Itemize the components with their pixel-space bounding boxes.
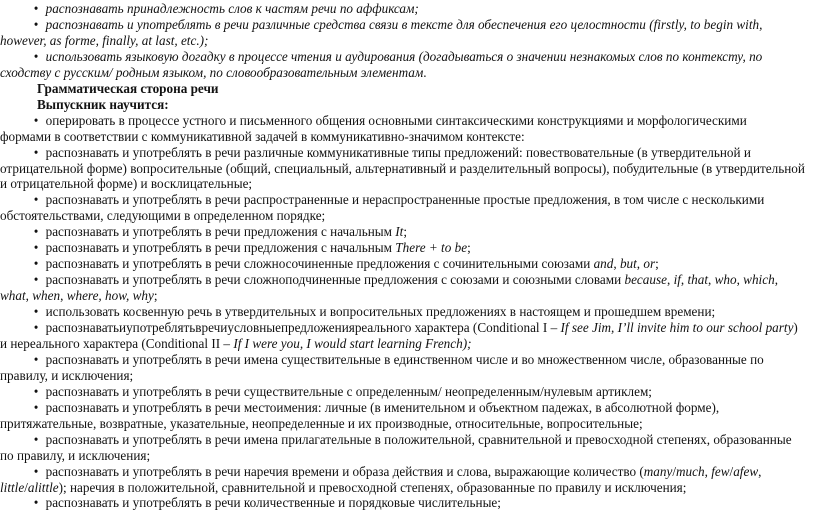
text-segment: If see Jim, I’ll invite him to our school party — [560, 320, 794, 335]
text-segment: but — [619, 256, 637, 272]
text-segment: , — [736, 272, 744, 288]
bullet-icon: • — [33, 192, 39, 208]
text-segment: распознавать и употреблять в речи существительные с определенным/ неопределенным/нулевым артиклем; — [45, 383, 652, 399]
bullet-icon: • — [33, 112, 39, 128]
text-segment: ; — [403, 224, 408, 240]
text-segment: отрицательной форме) вопросительные (общий, специальный, альтернативный и разделительный вопросы), побудительные (в утвердительной — [0, 160, 805, 176]
bullet-icon: • — [33, 256, 39, 272]
text-segment: , — [60, 288, 67, 304]
text-segment: сходству с русским/ родным языком, по словообразовательным элементам — [0, 64, 424, 80]
text-segment: распознавать и употреблять в речи предложения с начальным — [45, 224, 396, 240]
text-segment: / — [24, 479, 28, 495]
text-segment: , — [636, 256, 644, 272]
text-segment: however, as forme, finally, at last, etc.); — [0, 32, 209, 48]
bullet-icon: • — [33, 320, 39, 335]
text-segment: when — [32, 288, 61, 304]
text-segment: what — [0, 288, 26, 304]
bullet-icon: • — [33, 224, 39, 240]
bullet-icon: • — [33, 495, 39, 511]
text-segment: , — [25, 288, 33, 304]
text-segment: распознавать и употреблять в речи количественные и порядковые числительные; — [45, 495, 501, 511]
bullet-icon: • — [33, 463, 39, 479]
text-segment: распознавать и употреблять в речи различные коммуникативные типы предложений: повествовательные (в утвердительной и — [45, 144, 751, 160]
text-segment: ; — [153, 288, 158, 304]
text-segment: распознавать принадлежность слов к частям речи по аффиксам; — [45, 1, 419, 16]
text-segment: who — [714, 272, 737, 288]
text-segment: , — [666, 272, 674, 288]
bullet-icon: • — [33, 48, 39, 64]
text-segment: if — [673, 272, 681, 288]
bullet-icon: • — [33, 304, 39, 320]
text-segment: Выпускник научится: — [37, 96, 169, 112]
text-segment: that — [687, 272, 708, 288]
text-segment: распознаватьиупотреблятьвречиусловныепредложенияреального характера (Conditional I – — [45, 320, 561, 335]
text-segment: по правилу, и исключения; — [0, 447, 151, 463]
text-segment: It — [395, 224, 404, 240]
text-segment: ) — [793, 320, 798, 335]
bullet-icon: • — [33, 1, 39, 16]
bullet-icon: • — [33, 399, 39, 415]
text-segment: , — [704, 463, 712, 479]
text-segment: / — [672, 463, 677, 479]
text-segment: распознавать и употреблять в речи имена прилагательные в положительной, сравнительной и превосходной степенях, образованные — [45, 431, 792, 447]
text-segment: использовать косвенную речь в утвердительных и вопросительных предложениях в настоящем и прошедшем времени; — [45, 304, 716, 320]
text-segment: , — [708, 272, 715, 288]
bullet-icon: • — [33, 272, 39, 288]
text-segment: распознавать и употреблять в речи различные средства связи в тексте для обеспечения его целостности (firstly, to begin with, — [45, 16, 763, 32]
bullet-icon: • — [33, 351, 39, 367]
text-segment: и отрицательной форме) и восклицательные; — [0, 176, 253, 192]
text-segment: , — [758, 463, 762, 479]
text-segment: притяжательные, возвратные, указательные, неопределенные и их производные, относительные, вопросительные; — [0, 415, 643, 431]
text-segment: обстоятельствами, следующими в определенном порядке; — [0, 208, 326, 224]
text-segment: правилу, и исключения; — [0, 367, 134, 383]
text-segment: распознавать и употреблять в речи распространенные и нераспространенные простые предложения, в том числе с несколькими — [45, 192, 765, 208]
bullet-icon: • — [33, 383, 39, 399]
text-segment: распознавать и употреблять в речи сложноподчиненные предложения с союзами и союзными словами — [45, 272, 625, 288]
text-segment: much — [676, 463, 705, 479]
text-segment: распознавать и употреблять в речи предложения с начальным — [45, 240, 396, 256]
text-segment: ; — [655, 256, 659, 272]
text-segment: because — [624, 272, 667, 288]
text-segment: распознавать и употреблять в речи сложносочиненные предложения с сочинительными союзами — [45, 256, 594, 272]
text-segment: few — [711, 463, 730, 479]
text-segment: If I were you, I would start learning French); — [233, 335, 472, 351]
text-segment: , — [774, 272, 778, 288]
bullet-icon: • — [33, 431, 39, 447]
text-segment: . — [423, 64, 427, 80]
text-segment: where, how, why — [66, 288, 154, 304]
text-segment: оперировать в процессе устного и письменного общения основными синтаксическими конструкциями и морфологическими — [45, 112, 747, 128]
bullet-icon: • — [33, 240, 39, 256]
text-segment: ); наречия в положительной, сравнительной и превосходной степенях, образованные по правилу и исключения; — [58, 479, 687, 495]
text-segment: формами в соответствии с коммуникативной задачей в коммуникативно-значимом контексте: — [0, 128, 525, 144]
text-segment: и нереального характера (Conditional II – — [0, 335, 234, 351]
text-segment: использовать языковую догадку в процессе чтения и аудирования (догадываться о значении незнакомых слов по контексту, по — [45, 48, 763, 64]
text-segment: распознавать и употреблять в речи наречия времени и образа действия и слова, выражающие количество ( — [45, 463, 644, 479]
text-segment: , — [613, 256, 620, 272]
text-segment: little — [0, 479, 25, 495]
bullet-icon: • — [33, 144, 39, 160]
bullet-icon: • — [33, 16, 39, 32]
text-segment: which — [743, 272, 775, 288]
text-segment: There + to be — [395, 240, 468, 256]
text-segment: / — [729, 463, 734, 479]
text-segment: распознавать и употреблять в речи местоимения: личные (в именительном и объектном падежах, в абсолютной форме), — [45, 399, 720, 415]
text-segment: or — [643, 256, 656, 272]
text-segment: afew — [733, 463, 759, 479]
text-segment: Грамматическая сторона речи — [37, 80, 219, 96]
bullet-line — [0, 493, 816, 512]
text-segment: many — [643, 463, 673, 479]
text-segment: , — [680, 272, 688, 288]
text-segment: ; — [467, 240, 471, 256]
text-segment: распознавать и употреблять в речи имена существительные в единственном числе и во множественном числе, образованные по — [45, 351, 764, 367]
text-segment: alittle — [27, 479, 59, 495]
text-segment: and — [593, 256, 614, 272]
